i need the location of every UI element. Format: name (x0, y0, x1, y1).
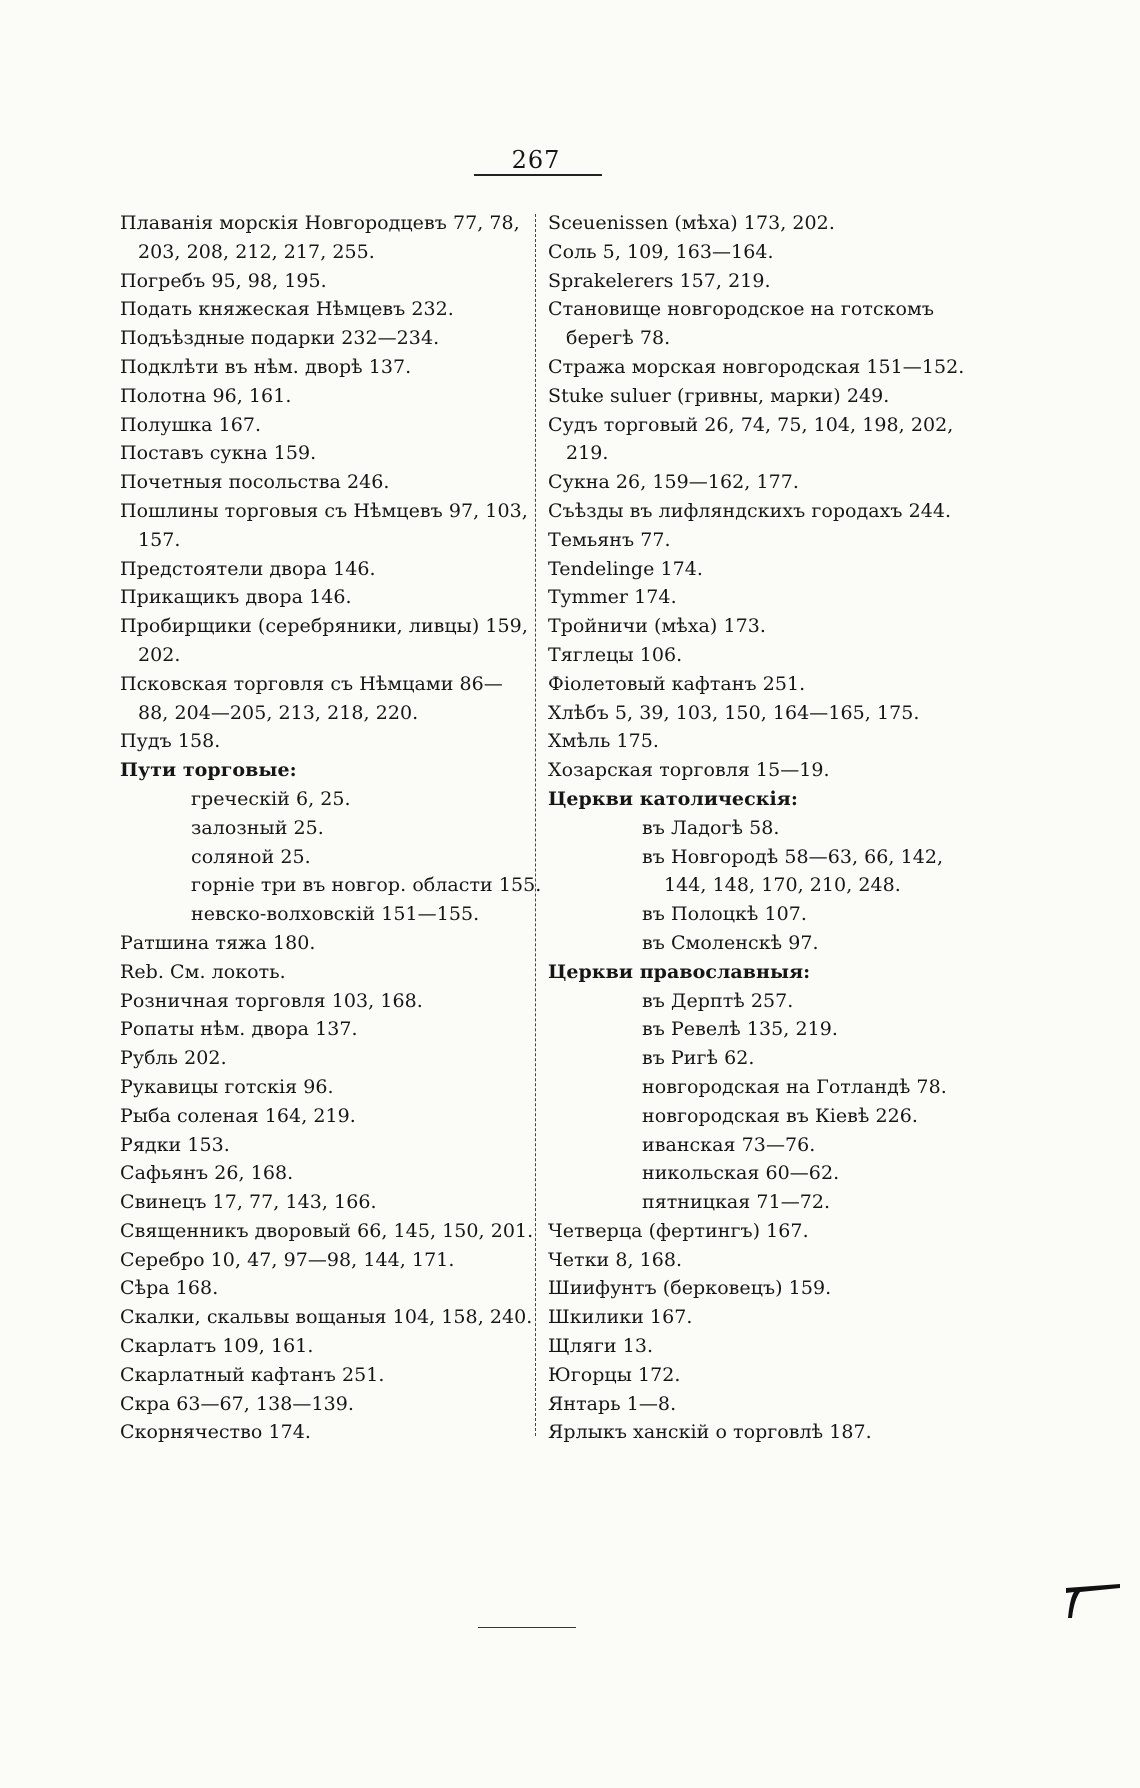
index-entry: 88, 204—205, 213, 218, 220. (138, 701, 419, 724)
index-entry: Четверца (фертингъ) 167. (548, 1219, 809, 1242)
index-entry: Священникъ дворовый 66, 145, 150, 201. (120, 1219, 534, 1242)
index-entry: Шиифунтъ (берковецъ) 159. (548, 1277, 832, 1300)
index-entry: Reb. См. локоть. (120, 960, 286, 983)
index-heading: Пути торговые: (120, 759, 297, 782)
page-number-rule (474, 174, 602, 176)
index-entry: Скарлатъ 109, 161. (120, 1335, 314, 1358)
index-entry: Темьянъ 77. (548, 528, 671, 551)
index-entry: Полотна 96, 161. (120, 384, 292, 407)
index-entry: Предстоятели двора 146. (120, 557, 376, 580)
index-entry: Съѣзды въ лифляндскихъ городахъ 244. (548, 499, 952, 522)
index-entry: Хозарская торговля 15—19. (548, 759, 830, 782)
index-entry: Сѣра 168. (120, 1277, 219, 1300)
index-entry: въ Ревелѣ 135, 219. (642, 1018, 838, 1041)
index-column-right (548, 209, 966, 1447)
index-entry: Пробирщики (серебряники, ливцы) 159, (120, 615, 528, 638)
index-entry: Скарлатный кафтанъ 251. (120, 1363, 385, 1386)
index-entry: Ратшина тяжа 180. (120, 931, 316, 954)
index-entry: Фіолетовый кафтанъ 251. (548, 672, 806, 695)
index-entry: Ярлыкъ ханскій о торговлѣ 187. (548, 1421, 872, 1444)
index-entry: Почетныя посольства 246. (120, 471, 390, 494)
index-entry: въ Смоленскѣ 97. (642, 931, 819, 954)
index-entry: Сукна 26, 159—162, 177. (548, 471, 799, 494)
index-entry: въ Новгородѣ 58—63, 66, 142, (642, 845, 944, 868)
index-entry: Судъ торговый 26, 74, 75, 104, 198, 202, (548, 413, 954, 436)
index-entry: Подъѣздные подарки 232—234. (120, 327, 440, 350)
index-entry: новгородская въ Кіевѣ 226. (642, 1104, 919, 1127)
index-entry: 202. (138, 643, 181, 666)
index-entry: Четки 8, 168. (548, 1248, 683, 1271)
index-entry: Рыба соленая 164, 219. (120, 1104, 356, 1127)
index-entry: Тройничи (мѣха) 173. (548, 615, 766, 638)
index-entry: Стража морская новгородская 151—152. (548, 355, 965, 378)
index-entry: Скра 63—67, 138—139. (120, 1392, 354, 1415)
index-entry: Щляги 13. (548, 1335, 654, 1358)
index-entry: Пошлины торговыя съ Нѣмцевъ 97, 103, (120, 499, 528, 522)
index-entry: Рубль 202. (120, 1047, 227, 1070)
index-heading: Церкви католическія: (548, 787, 798, 810)
index-entry: Подклѣти въ нѣм. дворѣ 137. (120, 355, 412, 378)
index-entry: Пудъ 158. (120, 730, 221, 753)
index-entry: Розничная торговля 103, 168. (120, 989, 423, 1012)
index-heading: Церкви православныя: (548, 960, 811, 983)
page-number: 267 (511, 146, 561, 174)
index-entry: Тяглецы 106. (548, 643, 683, 666)
index-entry: невско-волховскій 151—155. (191, 903, 480, 926)
index-entry: Ропаты нѣм. двора 137. (120, 1018, 358, 1041)
index-entry: Становище новгородское на готскомъ (548, 298, 934, 321)
index-entry: Tendelinge 174. (548, 557, 703, 580)
index-entry: берегѣ 78. (566, 327, 671, 350)
index-entry: 203, 208, 212, 217, 255. (138, 240, 375, 263)
bottom-rule (478, 1627, 576, 1628)
index-entry: Прикащикъ двора 146. (120, 586, 352, 609)
index-entry: въ Ригѣ 62. (642, 1047, 755, 1070)
index-column-left (120, 209, 542, 1447)
index-entry: Плаванія морскія Новгородцевъ 77, 78, (120, 212, 520, 234)
index-entry: Соль 5, 109, 163—164. (548, 240, 774, 263)
index-entry: Янтарь 1—8. (548, 1392, 677, 1415)
index-entry: Серебро 10, 47, 97—98, 144, 171. (120, 1248, 455, 1271)
index-entry: Поставъ сукна 159. (120, 442, 317, 465)
index-entry: иванская 73—76. (642, 1133, 816, 1156)
index-entry: Шкилики 167. (548, 1306, 693, 1329)
column-divider (535, 214, 536, 1436)
index-entry: Скалки, скальвы вощаныя 104, 158, 240. (120, 1306, 533, 1329)
index-entry: Tymmer 174. (548, 586, 677, 609)
index-entry: греческій 6, 25. (191, 787, 351, 810)
index-entry: въ Дерптѣ 257. (642, 989, 794, 1012)
index-entry: новгородская на Готландѣ 78. (642, 1075, 947, 1098)
index-entry: 144, 148, 170, 210, 248. (664, 874, 901, 897)
index-entry: Sprakelerers 157, 219. (548, 269, 771, 292)
index-entry: залозный 25. (191, 816, 324, 839)
index-entry: Свинецъ 17, 77, 143, 166. (120, 1191, 377, 1214)
index-entry: Псковская торговля съ Нѣмцами 86— (120, 672, 503, 695)
index-entry: соляной 25. (191, 845, 311, 868)
index-entry: Скорнячество 174. (120, 1421, 311, 1444)
index-entry: Stuke suluer (гривны, марки) 249. (548, 384, 890, 407)
index-entry: Подать княжеская Нѣмцевъ 232. (120, 298, 454, 321)
index-entry: Рукавицы готскія 96. (120, 1075, 334, 1098)
index-entry: Хмѣль 175. (548, 730, 660, 753)
index-entry: пятницкая 71—72. (642, 1191, 831, 1214)
index-entry: 219. (566, 442, 609, 465)
index-entry: Полушка 167. (120, 413, 262, 436)
index-entry: Погребъ 95, 98, 195. (120, 269, 327, 292)
index-entry: Сафьянъ 26, 168. (120, 1162, 294, 1185)
corner-mark-icon (1062, 1574, 1122, 1624)
index-entry: Sceuenissen (мѣха) 173, 202. (548, 212, 835, 234)
index-entry: въ Полоцкѣ 107. (642, 903, 807, 926)
index-entry: 157. (138, 528, 181, 551)
index-entry: Рядки 153. (120, 1133, 230, 1156)
index-entry: никольская 60—62. (642, 1162, 840, 1185)
index-entry: въ Ладогѣ 58. (642, 816, 780, 839)
index-entry: Югорцы 172. (548, 1363, 681, 1386)
index-entry: Хлѣбъ 5, 39, 103, 150, 164—165, 175. (548, 701, 920, 724)
index-entry: горніе три въ новгор. области 155. (191, 874, 542, 897)
